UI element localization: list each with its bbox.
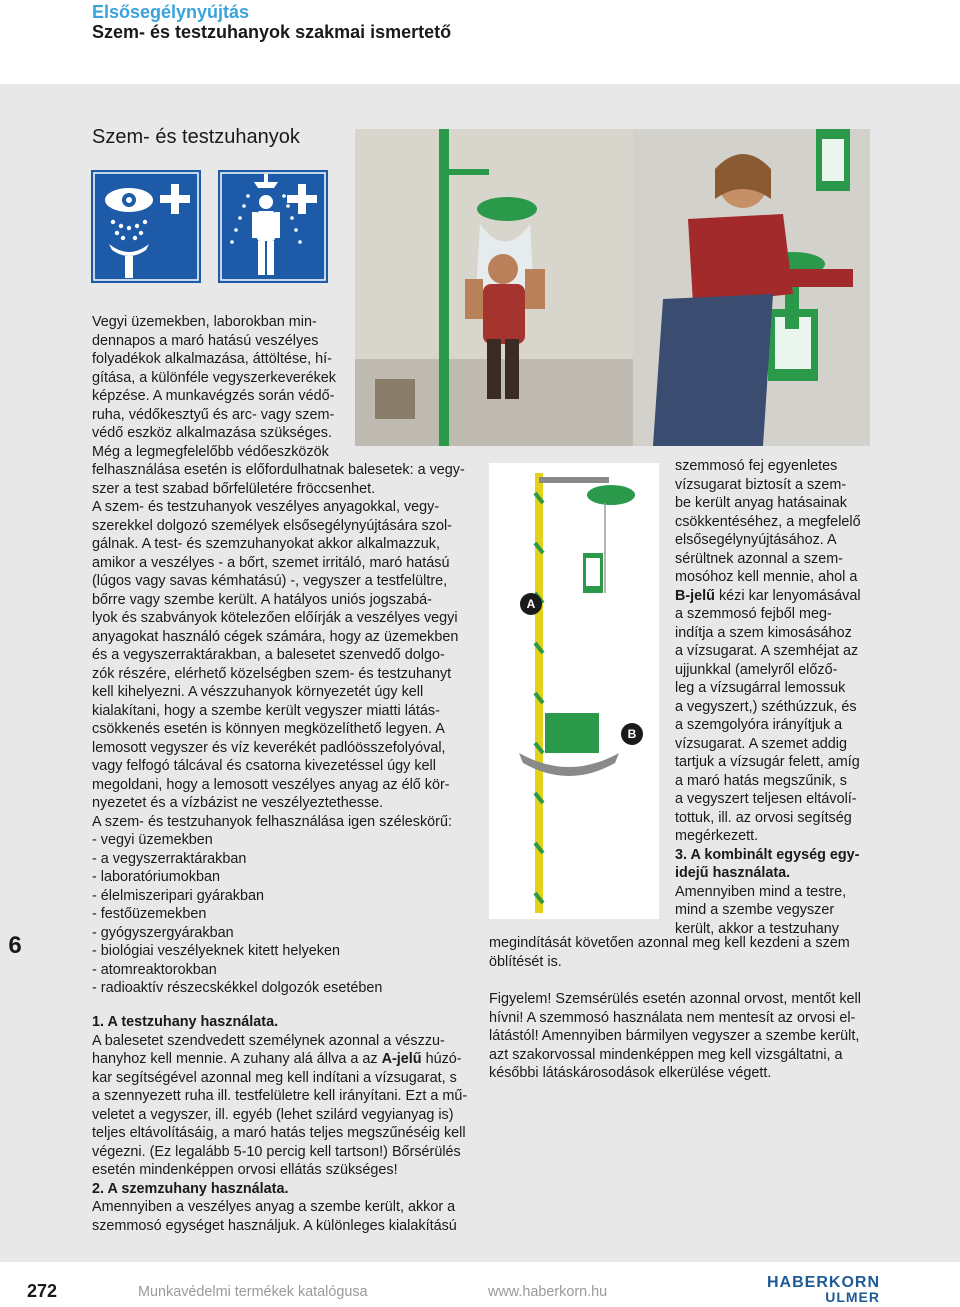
eye-wash-photo xyxy=(633,129,870,446)
body-line: felhasználása esetén is előfordulhatnak balesetek: a vegy- xyxy=(92,462,465,478)
body-line: anyagokat használó cégek számára, hogy az üzemekben xyxy=(92,628,459,645)
list-item: - biológiai veszélyeknek kitett helyeken xyxy=(92,943,340,959)
body-line: bőrre vagy szembe került. A hatályos uniós jogszabá- xyxy=(92,591,432,608)
warning-line: azt szakorvossal mindenképpen meg kell vizsgáltatni, a xyxy=(489,1046,843,1063)
right-line: a vegyszert,) széthúzzuk, és xyxy=(675,698,857,715)
warning-line: hívni! A szemmosó használata nem mentesít az orvosi el- xyxy=(489,1009,856,1026)
callout-a-icon xyxy=(520,593,542,615)
warning-line: látástól! Amennyiben bármilyen vegyszer a szembe került, xyxy=(489,1028,860,1044)
right-line: B-jelű kézi kar lenyomásával xyxy=(675,587,861,604)
right-line: tartjuk a vízsugár felett, amíg xyxy=(675,754,860,770)
body-line: megoldani, hogy a lemosott veszélyes anyag az élő kör- xyxy=(92,776,450,793)
right-line: elsősegélynyújtásához. A xyxy=(675,532,837,548)
right-line: tottuk, ill. az orvosi segítség xyxy=(675,809,852,826)
right-line: a szemmosó fejből meg- xyxy=(675,606,832,622)
warning-line: Figyelem! Szemsérülés esetén azonnal orvost, mentőt kell xyxy=(489,991,861,1007)
chapter-tab-number: 6 xyxy=(8,932,22,959)
footer-url-link[interactable]: www.haberkorn.hu xyxy=(488,1284,608,1300)
section2-line: Amennyiben a veszélyes anyag a szembe került, akkor a xyxy=(92,1199,456,1215)
intro-line: folyadékok alkalmazása, áttöltése, hí- xyxy=(92,351,332,367)
section3-heading: idejű használata. xyxy=(675,865,791,881)
safety-shower-sign-icon xyxy=(218,170,328,283)
section1-line: a szennyezett ruha ill. testfelületre kell irányítani. Ezt a mű- xyxy=(92,1088,468,1104)
right-line: a vegyszert teljesen eltávolí- xyxy=(675,791,857,807)
brand-logo xyxy=(730,1275,880,1305)
body-line: kialakítani, hogy a szembe került vegyszer miatti látás- xyxy=(92,702,440,719)
intro-line: gítása, a különféle vegyszerkeverékek xyxy=(92,369,336,386)
intro-line: képzése. A munkavégzés során védő- xyxy=(92,388,335,404)
intro-text xyxy=(92,313,357,461)
warning-line: későbbi látáskárosodások elkerülése végett. xyxy=(489,1065,772,1081)
section3-continuation xyxy=(489,934,879,971)
body-line: zók részére, elérhető közelségben szem- és testzuhanyt xyxy=(92,665,452,682)
body-line: lyok és szabványok kötelezően előírják a veszélyes vegyi xyxy=(92,610,458,626)
intro-line: Vegyi üzemekben, laborokban min- xyxy=(92,314,317,330)
right-column-text xyxy=(675,457,875,938)
body-text xyxy=(92,461,482,998)
body-line: szer a test szabad bőrfelületére fröccsenhet. xyxy=(92,480,376,497)
callout-b-label: B xyxy=(627,727,637,741)
intro-line: dennapos a maró hatású veszélyes xyxy=(92,332,319,349)
brand-line2: ULMER xyxy=(825,1289,880,1305)
safety-shower-photo xyxy=(355,129,633,446)
right-line: öblítését is. xyxy=(489,953,562,970)
right-line: csökkentéséhez, a megfelelő xyxy=(675,513,861,530)
right-line: a szemgolyóra irányítjuk a xyxy=(675,717,843,733)
footer-catalog-title: Munkavédelmi termékek katalógusa xyxy=(138,1284,368,1300)
right-line: megindítását követően azonnal meg kell kezdeni a szem xyxy=(489,935,850,951)
right-line: mosóhoz kell mennie, ahol a xyxy=(675,569,858,585)
body-line: amikor a veszélyes - a bőrt, szemet irritáló, maró hatású xyxy=(92,554,450,571)
intro-line: Még a legmegfelelőbb védőeszközök xyxy=(92,443,329,460)
section1-line: kar segítségével azonnal meg kell indítani a vízsugarat, s xyxy=(92,1069,457,1086)
list-item: - radioaktív részecskékkel dolgozók esetében xyxy=(92,980,383,996)
right-line: be került anyag hatásainak xyxy=(675,495,848,511)
body-line: vagy felfogó tálcával és csatorna kivezetéssel úgy kell xyxy=(92,758,436,774)
body-line: és a vegyszerraktárakban, a balesetet szenvedő dolgo- xyxy=(92,647,445,663)
right-line: indítja a szem kimosásához xyxy=(675,624,852,641)
warning-text xyxy=(489,990,879,1083)
list-item: - laboratóriumokban xyxy=(92,869,220,885)
brand-line1: HABERKORN xyxy=(767,1274,880,1291)
body-line: A szem- és testzuhanyok veszélyes anyagokkal, vegy- xyxy=(92,499,440,515)
header-category: Elsősegélynyújtás xyxy=(92,2,250,22)
section1-line: A balesetet szendvedett személynek azonnal a vészzu- xyxy=(92,1032,445,1049)
right-line: a maró hatás megszűnik, s xyxy=(675,772,847,789)
right-line: mind a szembe vegyszer xyxy=(675,902,835,918)
section1-line: hanyhoz kell mennie. A zuhany alá állva a az A-jelű húzó- xyxy=(92,1051,462,1067)
section1-line: teljes eltávolításáig, a maró hatás teljes megszűnéséig kell xyxy=(92,1125,466,1141)
right-line: a vízsugarat. A szemhéjat az xyxy=(675,643,859,659)
list-item: - gyógyszergyárakban xyxy=(92,924,234,941)
body-line: szerekkel dolgozó személyek elsősegélynyújtására szol- xyxy=(92,517,452,534)
body-line: nyezetet és a vízbázist ne veszélyeztethesse. xyxy=(92,795,384,811)
list-item: - élelmiszeripari gyárakban xyxy=(92,887,264,904)
right-line: leg a vízsugárral lemossuk xyxy=(675,680,846,696)
eye-wash-sign-icon xyxy=(91,170,201,283)
right-line: ujjunkkal (amelyről előző- xyxy=(675,661,838,678)
section2-line: szemmosó egységet használjuk. A különleges kialakítású xyxy=(92,1217,457,1234)
list-item: - a vegyszerraktárakban xyxy=(92,850,247,867)
list-item: - festőüzemekben xyxy=(92,906,207,922)
right-line: szemmosó fej egyenletes xyxy=(675,458,838,474)
body-line: A szem- és testzuhanyok felhasználása igen széleskörű: xyxy=(92,813,452,830)
body-line: lemosott vegyszer és víz keverékét padlóösszefolyóval, xyxy=(92,739,446,756)
body-line: gálnak. A test- és szemzuhanyokat akkor alkalmazzuk, xyxy=(92,536,440,552)
list-item: - vegyi üzemekben xyxy=(92,832,213,848)
right-line: került, akkor a testzuhany xyxy=(675,920,839,937)
body-line: (lúgos vagy savas kémhatású) -, vegyszer a testfelültre, xyxy=(92,573,448,589)
right-line: Amennyiben mind a testre, xyxy=(675,883,847,900)
page-number: 272 xyxy=(27,1281,58,1301)
body-line: kell kihelyezni. A vészzuhanyok környezetét úgy kell xyxy=(92,684,424,700)
intro-line: védő eszköz alkalmazása szükséges. xyxy=(92,425,332,441)
section-title: Szem- és testzuhanyok xyxy=(92,126,300,148)
section2-heading: 2. A szemzuhany használata. xyxy=(92,1180,289,1197)
callout-b-icon xyxy=(621,723,643,745)
section1-line: esetén mindenképpen orvosi ellátás szükséges! xyxy=(92,1162,398,1178)
body-line: csökkenés esetén is könnyen megközelíthető legyen. A xyxy=(92,721,445,737)
section1-line: veletet a vegyszer, ill. egyéb (lehet szilárd vegyianyag is) xyxy=(92,1106,454,1123)
section1-line: végezni. (Ez legalább 5-10 percig kell tartson!) Bőrsérülés xyxy=(92,1143,461,1160)
intro-line: ruha, védőkesztyű és arc- vagy szem- xyxy=(92,406,335,423)
header-subtitle: Szem- és testzuhanyok szakmai ismertető xyxy=(92,22,452,42)
right-line: sérültnek azonnal a szem- xyxy=(675,550,843,567)
right-line: vízsugarat biztosít a szem- xyxy=(675,476,847,493)
combined-unit-photo xyxy=(489,463,659,919)
callout-a-label: A xyxy=(526,597,536,611)
list-item: - atomreaktorokban xyxy=(92,961,217,978)
usage-sections xyxy=(92,1013,482,1235)
right-line: megérkezett. xyxy=(675,828,759,844)
right-line: vízsugarat. A szemet addig xyxy=(675,735,847,752)
section3-heading: 3. A kombinált egység egy- xyxy=(675,846,860,863)
section1-heading: 1. A testzuhany használata. xyxy=(92,1014,279,1030)
